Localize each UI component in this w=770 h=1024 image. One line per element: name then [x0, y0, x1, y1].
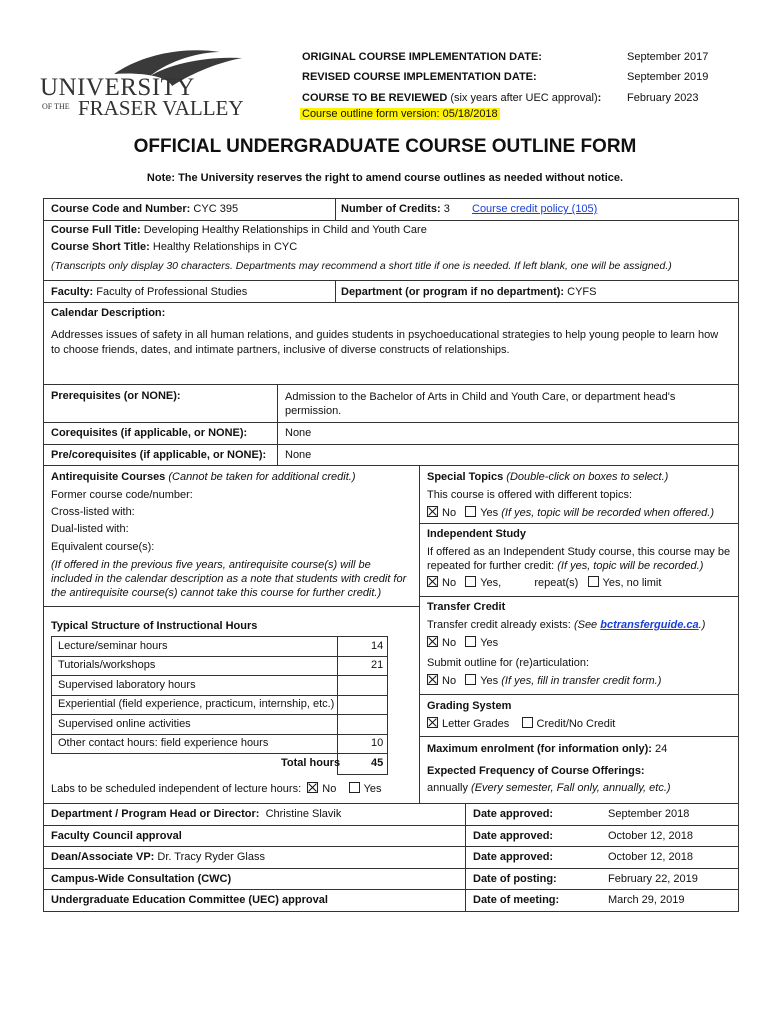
faculty-line: [51, 286, 247, 298]
total-hours-value: 45: [371, 757, 384, 769]
transfer-exists-options: [427, 636, 498, 649]
labs-yes-label: Yes: [363, 783, 382, 795]
prereq-value: Admission to the Bachelor of Arts in Child and Youth Care, or department head's permission.: [285, 391, 676, 417]
credits-value: 3: [443, 203, 450, 215]
enrolment-value: 24: [654, 743, 668, 755]
special-text: This course is offered with different topics:: [427, 489, 633, 501]
total-hours-label: Total hours: [281, 757, 341, 769]
approval-date-label: Date of posting:: [473, 873, 557, 885]
faculty-value: Faculty of Professional Studies: [96, 286, 248, 298]
approval-row: [51, 830, 182, 842]
full-title: Developing Healthy Relationships in Child and Youth Care: [143, 224, 427, 236]
review-value: February 2023: [627, 92, 699, 104]
transfer-title: Transfer Credit: [427, 601, 506, 613]
approval-date-label: Date approved:: [473, 851, 554, 863]
approval-label: Dean/Associate VP:: [51, 851, 155, 863]
orig-impl-value: September 2017: [627, 51, 709, 63]
hours-row-label: Supervised online activities: [58, 718, 191, 730]
credits-label: Number of Credits:: [341, 203, 441, 215]
independent-text: If offered as an Independent Study course, this course may be repeated for further credit:: [427, 546, 731, 572]
independent-text-wrap: [427, 545, 732, 573]
antireq-title: Antirequisite Courses: [51, 471, 166, 483]
independent-text-note: (If yes, topic will be recorded.): [557, 560, 704, 572]
labs-label: Labs to be scheduled independent of lecture hours:: [51, 783, 302, 795]
transfer-no-label: No: [442, 637, 457, 649]
coreq-value: None: [285, 427, 312, 439]
rearticulation-no-label: No: [442, 675, 457, 687]
transfer-exists-label: Transfer credit already exists:: [427, 619, 571, 631]
approval-row: [51, 808, 341, 820]
transfer-no-checkbox[interactable]: [427, 636, 438, 647]
transcript-note: (Transcripts only display 30 characters. Departments may recommend a short title if one is needed. If left blank, one will be assigned.): [51, 260, 672, 272]
calendar-label: Calendar Description:: [51, 307, 166, 319]
approval-label: Undergraduate Education Committee (UEC) approval: [51, 894, 328, 906]
antireq-title-note: (Cannot be taken for additional credit.): [168, 471, 356, 483]
approval-label: Department / Program Head or Director:: [51, 808, 260, 820]
logo-of-the: OF THE: [42, 102, 70, 111]
labs-no-label: No: [322, 783, 337, 795]
approval-row: [51, 851, 265, 863]
department-line: [341, 286, 596, 298]
approval-row: [51, 894, 328, 906]
special-options: [427, 506, 714, 519]
frequency-value: annually: [427, 782, 468, 794]
independent-nolimit-label: Yes, no limit: [602, 577, 662, 589]
special-title: Special Topics: [427, 471, 504, 483]
logo-text-line1: UNIVERSITY: [40, 74, 195, 101]
revised-impl-value: September 2019: [627, 71, 709, 83]
frequency-line: [427, 782, 671, 794]
antireq-dual: Dual-listed with:: [51, 523, 129, 535]
page-note: Note: The University reserves the right to amend course outlines as needed without notice.: [146, 172, 624, 184]
special-yes-label: Yes: [480, 507, 499, 519]
independent-yes-label: Yes,: [480, 577, 502, 589]
labs-line: [51, 782, 382, 795]
short-title: Healthy Relationships in CYC: [152, 241, 298, 253]
approval-name: Dr. Tracy Ryder Glass: [157, 851, 265, 863]
hours-row-label: Experiential (field experience, practicum, internship, etc.): [58, 698, 335, 710]
approval-label: Campus-Wide Consultation (CWC): [51, 873, 232, 885]
antireq-former: Former course code/number:: [51, 489, 193, 501]
department-label: Department (or program if no department):: [341, 286, 565, 298]
letter-grades-label: Letter Grades: [442, 718, 510, 730]
full-title-label: Course Full Title:: [51, 224, 141, 236]
precoreq-label: Pre/corequisites (if applicable, or NONE):: [51, 449, 267, 461]
review-label: COURSE TO BE REVIEWED: [302, 92, 448, 104]
approval-date: September 2018: [608, 808, 690, 820]
approval-date: October 12, 2018: [608, 830, 694, 842]
department-value: CYFS: [567, 286, 597, 298]
page-title: OFFICIAL UNDERGRADUATE COURSE OUTLINE FORM: [133, 136, 637, 157]
frequency-label: Expected Frequency of Course Offerings:: [427, 765, 645, 777]
enrolment-label: Maximum enrolment (for information only):: [427, 743, 652, 755]
approval-label: Faculty Council approval: [51, 830, 182, 842]
labs-yes-checkbox[interactable]: [349, 782, 360, 793]
independent-nolimit-checkbox[interactable]: [588, 576, 599, 587]
faculty-label: Faculty:: [51, 286, 94, 298]
hours-title: Typical Structure of Instructional Hours: [51, 620, 258, 632]
approval-date-label: Date approved:: [473, 808, 554, 820]
orig-impl-label: ORIGINAL COURSE IMPLEMENTATION DATE:: [302, 51, 542, 63]
credit-policy-link[interactable]: Course credit policy (105): [472, 203, 598, 215]
course-code: CYC 395: [193, 203, 239, 215]
prereq-label: Prerequisites (or NONE):: [51, 390, 181, 402]
enrolment-line: [427, 743, 667, 755]
short-title-label: Course Short Title:: [51, 241, 150, 253]
special-title-note: (Double-click on boxes to select.): [506, 471, 669, 483]
transfer-submit-options: [427, 674, 661, 687]
special-yes-note: (If yes, topic will be recorded when offered.): [501, 507, 715, 519]
grading-options: [427, 717, 615, 730]
credit-no-credit-checkbox[interactable]: [522, 717, 533, 728]
approval-date: February 22, 2019: [608, 873, 698, 885]
hours-row-value: 10: [371, 737, 384, 749]
letter-grades-checkbox[interactable]: [427, 717, 438, 728]
transfer-close: .): [698, 619, 706, 631]
review-colon: :: [597, 92, 602, 104]
special-yes-checkbox[interactable]: [465, 506, 476, 517]
special-no-checkbox[interactable]: [427, 506, 438, 517]
review-note: (six years after UEC approval): [450, 92, 598, 104]
rearticulation-yes-checkbox[interactable]: [465, 674, 476, 685]
form-version: Course outline form version: 05/18/2018: [302, 108, 498, 120]
independent-options: [427, 576, 661, 589]
hours-row-label: Lecture/seminar hours: [58, 640, 168, 652]
hours-row-value: 14: [371, 640, 384, 652]
bctransferguide-link[interactable]: bctransferguide.ca: [600, 619, 699, 631]
approval-date-label: Date approved:: [473, 830, 554, 842]
review-line: [302, 92, 601, 104]
course-code-line: [51, 203, 238, 215]
university-logo: [40, 44, 255, 120]
grading-title: Grading System: [427, 700, 512, 712]
approval-date: October 12, 2018: [608, 851, 694, 863]
rearticulation-no-checkbox[interactable]: [427, 674, 438, 685]
credit-no-credit-label: Credit/No Credit: [536, 718, 616, 730]
rearticulation-yes-label: Yes: [480, 675, 499, 687]
short-title-line: [51, 241, 297, 253]
independent-yes-checkbox[interactable]: [465, 576, 476, 587]
hours-row-label: Other contact hours: field experience hours: [58, 737, 269, 749]
independent-title: Independent Study: [427, 528, 526, 540]
antireq-cross: Cross-listed with:: [51, 506, 135, 518]
rearticulation-yes-note: (If yes, fill in transfer credit form.): [501, 675, 662, 687]
independent-repeats-label: repeat(s): [534, 577, 579, 589]
frequency-note: (Every semester, Fall only, annually, etc.): [471, 782, 671, 794]
course-code-label: Course Code and Number:: [51, 203, 191, 215]
antireq-note: (If offered in the previous five years, antirequisite course(s) will be included in the calendar description as a note that students with credit for the antirequisite course(s) cannot take this course for further credit.): [51, 559, 407, 599]
calendar-description: Addresses issues of safety in all human relations, and guides students in psychoeducational strategies to help young people to learn how to choose friends, dates, and intimate partners, inclusive of diverse constructs of relationships.: [51, 329, 719, 356]
approval-date: March 29, 2019: [608, 894, 685, 906]
independent-no-checkbox[interactable]: [427, 576, 438, 587]
logo-text-line2: FRASER VALLEY: [78, 96, 244, 120]
hours-row-label: Tutorials/workshops: [58, 659, 156, 671]
transfer-submit: Submit outline for (re)articulation:: [427, 657, 590, 669]
revised-impl-label: REVISED COURSE IMPLEMENTATION DATE:: [302, 71, 537, 83]
transfer-see: (See: [573, 619, 598, 631]
precoreq-value: None: [285, 449, 312, 461]
special-title-line: [427, 471, 668, 483]
transfer-exists-line: [427, 619, 705, 631]
approval-row: [51, 873, 231, 885]
hours-row-value: 21: [371, 659, 384, 671]
coreq-label: Corequisites (if applicable, or NONE):: [51, 427, 248, 439]
transfer-yes-label: Yes: [480, 637, 499, 649]
independent-no-label: No: [442, 577, 457, 589]
approval-date-label: Date of meeting:: [473, 894, 560, 906]
special-no-label: No: [442, 507, 457, 519]
hours-table: [51, 636, 388, 775]
hours-row-label: Supervised laboratory hours: [58, 679, 196, 691]
antireq-equiv: Equivalent course(s):: [51, 541, 155, 553]
antireq-title-line: [51, 471, 355, 483]
credits-line: [341, 203, 450, 215]
approval-name: Christine Slavik: [265, 808, 342, 820]
full-title-line: [51, 224, 427, 236]
labs-no-checkbox[interactable]: [307, 782, 318, 793]
transfer-yes-checkbox[interactable]: [465, 636, 476, 647]
